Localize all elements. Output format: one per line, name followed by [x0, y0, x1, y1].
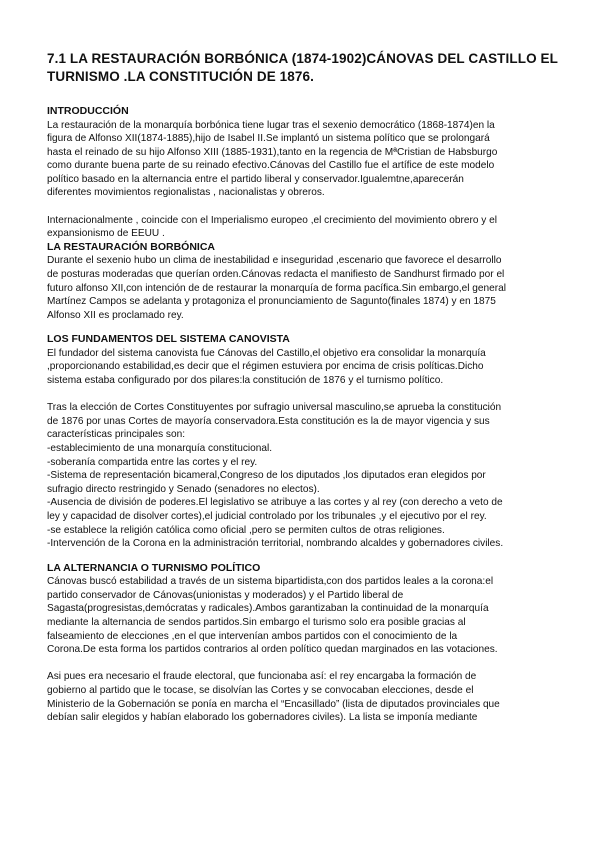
text-line: -Sistema de representación bicameral,Congreso de los diputados ,los diputados eran elegidos por — [47, 470, 486, 482]
text-line: ley y capacidad de disolver cortes),el judicial controlado por los tribunales ,y el ejecutivo por el rey. — [47, 510, 487, 522]
text-line: sufragio directo restringido y Senado (senadores no electos). — [47, 483, 320, 495]
text-line: -Intervención de la Corona en la administración territorial, nombrando alcaldes y gobernadores civiles. — [47, 538, 504, 550]
paragraph — [47, 347, 559, 388]
text-line: debían salir elegidos y habían elaborado los gobernadores civiles). La lista se imponía mediante — [47, 712, 478, 724]
text-line: Cánovas buscó estabilidad a través de un sistema bipartidista,con dos partidos leales a la corona:el — [47, 576, 494, 588]
text-line: de posturas moderadas que querían orden.Cánovas redacta el manifiesto de Sandhurst firmado por el — [47, 268, 505, 280]
paragraph — [47, 254, 559, 322]
text-line: -se establece la religión católica como oficial ,pero se permiten cultos de otras religiones. — [47, 524, 445, 536]
text-line: partido conservador de Cánovas(unionistas y moderados) y el Partido liberal de — [47, 589, 404, 601]
text-line: características principales son: — [47, 429, 186, 441]
text-line: Alfonso XII es proclamado rey. — [47, 309, 184, 321]
text-line: falseamiento de elecciones ,en el que intervenían ambos partidos con el conocimiento de la — [47, 630, 458, 642]
paragraph — [47, 401, 559, 551]
text-line: Martínez Campos se adelanta y protagoniza el pronunciamiento de Sagunto(finales 1874) y en 1875 — [47, 296, 496, 308]
text-line: El fundador del sistema canovista fue Cánovas del Castillo,el objetivo era consolidar la monarquía — [47, 347, 486, 359]
text-line: gobierno al partido que le tocase, se disolvían las Cortes y se convocaban elecciones, desde el — [47, 684, 474, 696]
text-line: sistema estaba configurado por dos pilares:la constitución de 1876 y el turnismo político. — [47, 375, 444, 386]
paragraph — [47, 119, 559, 201]
text-line: hasta el reinado de su hijo Alfonso XIII (1885-1931),tanto en la regencia de MªCristian de Habsburgo — [47, 146, 498, 158]
document-body — [47, 50, 559, 725]
paragraph — [47, 670, 559, 724]
text-line: ,proporcionando estabilidad,es decir que el régimen estuviera por encima de crisis políticas.Dicho — [47, 361, 484, 373]
text-line: Asi pues era necesario el fraude electoral, que funcionaba así: el rey encargaba la formación de — [47, 671, 477, 683]
text-line: futuro alfonso XII,con intención de de restaurar la monarquía de forma pacífica.Sin embargo,el general — [47, 282, 506, 294]
paragraph — [47, 575, 559, 657]
text-line: Sagasta(progresistas,demócratas y radicales).Ambos garantizaban la continuidad de la monarquía — [47, 603, 489, 615]
text-line: Ministerio de la Gobernación se ponía en marcha el “Encasillado” (lista de diputados provinciales que — [47, 698, 500, 710]
text-line: de 1876 por unas Cortes de mayoría conservadora.Esta constitución es la de mayor vigencia y sus — [47, 415, 490, 427]
text-line: figura de Alfonso XII(1874-1885),hijo de Isabel II.Se implantó un sistema político que se prolongará — [47, 133, 490, 145]
section-heading-introduccion: INTRODUCCIÓN — [47, 105, 129, 117]
text-line: Tras la elección de Cortes Constituyentes por sufragio universal masculino,se aprueba la constitución — [47, 402, 502, 414]
paragraph — [47, 214, 559, 241]
text-line: diferentes movimientos regionalistas , nacionalistas y obreros. — [47, 187, 325, 199]
section-heading-restauracion: LA RESTAURACIÓN BORBÓNICA — [47, 240, 215, 253]
text-line: mediante la alternancia de sendos partidos.Sin embargo el turismo solo era posible gracias al — [47, 617, 466, 628]
text-line: como durante buena parte de su reinado efectivo.Cánovas del Castillo fue el artífice de este modelo — [47, 160, 495, 172]
text-line: Corona.De esta forma los partidos contrarios al orden político quedan marginados en las votaciones. — [47, 644, 498, 656]
text-line: -Ausencia de división de poderes.El legislativo se atribuye a las cortes y al rey (con derecho a veto de — [47, 497, 503, 509]
text-line: -soberanía compartida entre las cortes y el rey. — [47, 456, 258, 468]
text-line: político basado en la alternancia entre el partido liberal y conservador.Igualemtne,aparecerán — [47, 173, 464, 185]
text-line: Internacionalmente , coincide con el Imperialismo europeo ,el crecimiento del movimiento obrero y el — [47, 214, 497, 226]
document-title: 7.1 LA RESTAURACIÓN BORBÓNICA (1874-1902)CÁNOVAS DEL CASTILLO EL TURNISMO .LA CONSTITUCIÓN DE 1876. — [47, 51, 558, 84]
text-line: Durante el sexenio hubo un clima de inestabilidad e inseguridad ,escenario que favorece el desarrollo — [47, 255, 502, 267]
section-heading-turnismo: LA ALTERNANCIA O TURNISMO POLÍTICO — [47, 561, 261, 574]
text-line: -establecimiento de una monarquía constitucional. — [47, 442, 272, 454]
text-line: expansionismo de EEUU . — [47, 228, 165, 240]
text-line: La restauración de la monarquía borbónica tiene lugar tras el sexenio democrático (1868-1874)en la — [47, 119, 495, 131]
section-heading-fundamentos: LOS FUNDAMENTOS DEL SISTEMA CANOVISTA — [47, 333, 290, 346]
